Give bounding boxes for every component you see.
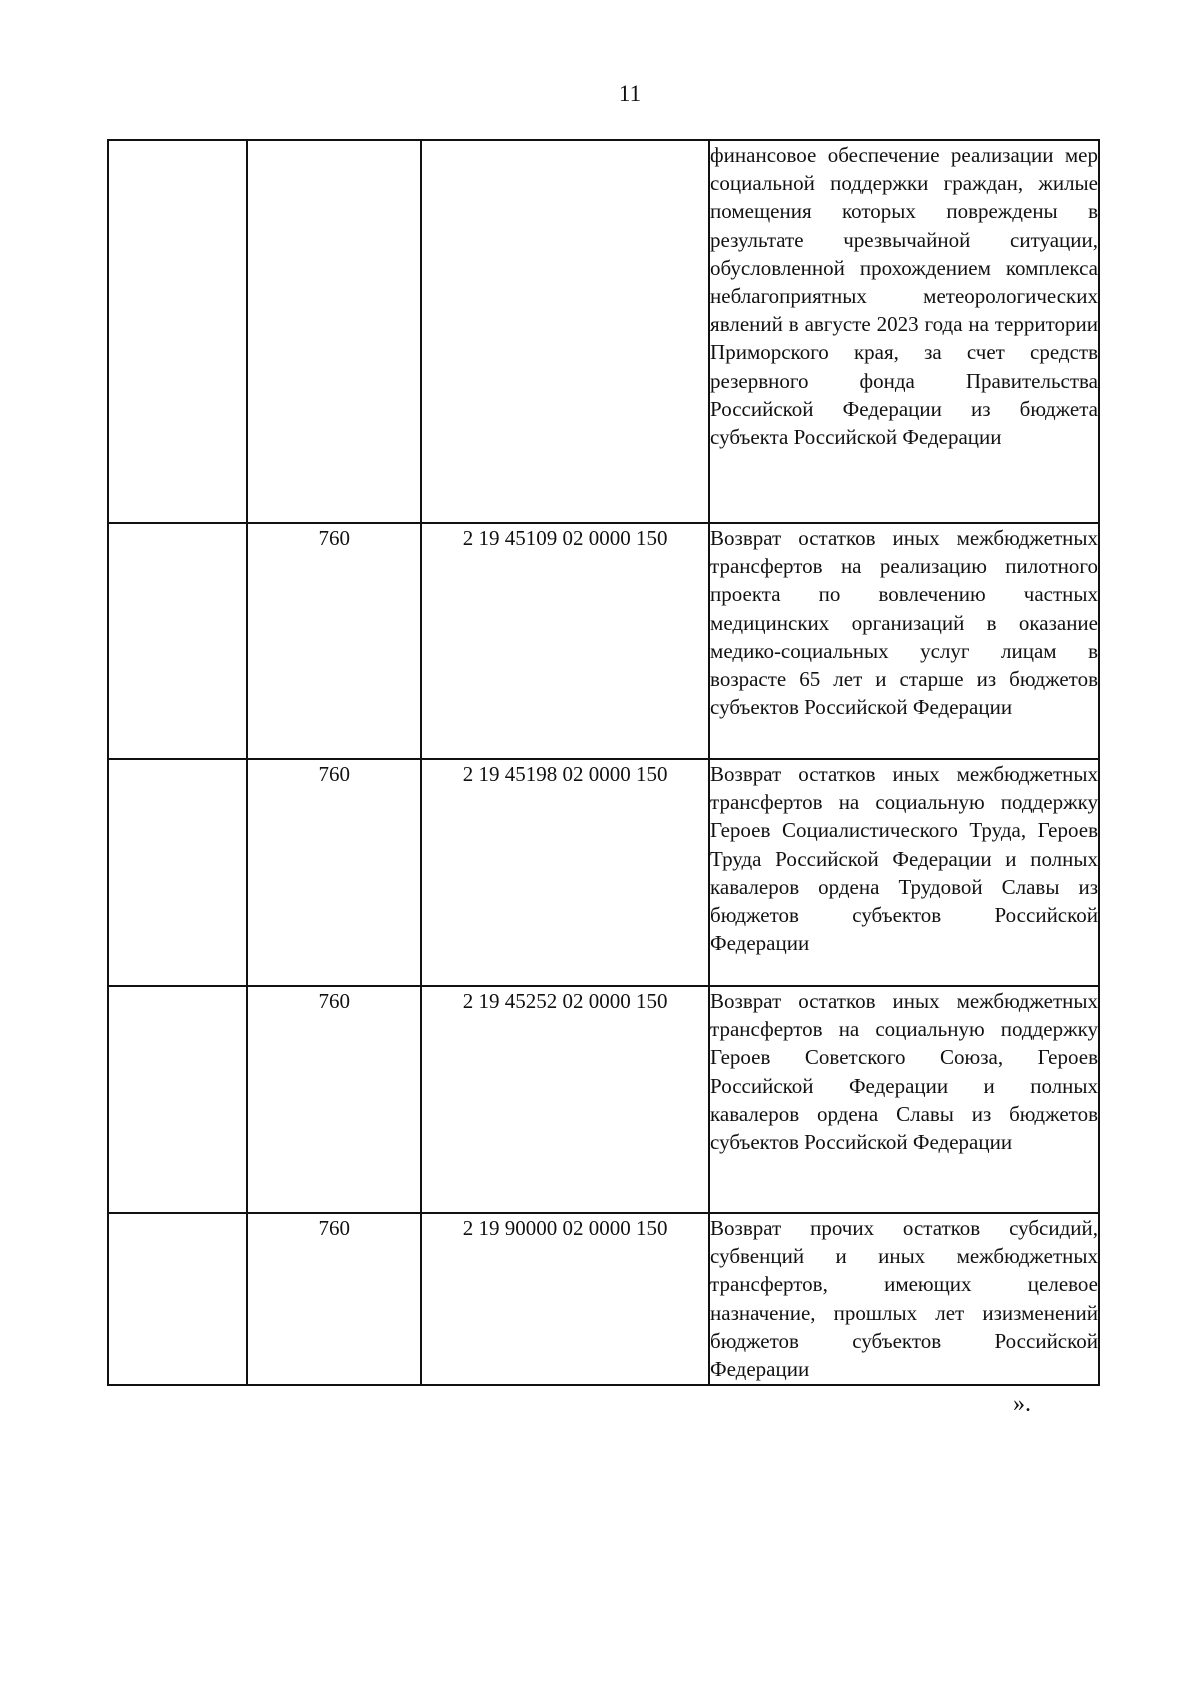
description-text: Возврат остатков иных межбюджетных трансфертов на социальную поддержку Героев Советского Союза, Героев Российской Федерации и полных кавалеров ордена Славы из бюджетов субъектов Российской Федерации	[710, 989, 1098, 1155]
table-cell-empty	[108, 759, 247, 986]
budget-code-cell: 2 19 45252 02 0000 150	[421, 986, 709, 1213]
admin-code-cell: 760	[247, 1213, 421, 1385]
description-text: Возврат остатков иных межбюджетных трансфертов на социальную поддержку Героев Социалистического Труда, Героев Труда Российской Федерации и полных кавалеров ордена Трудовой Славы из бюджетов субъектов Российской Федерации	[710, 762, 1098, 956]
table-row	[108, 523, 1099, 759]
table-row	[108, 986, 1099, 1213]
budget-code-cell: 2 19 45198 02 0000 150	[421, 759, 709, 986]
admin-code-cell: 760	[247, 986, 421, 1213]
table-row	[108, 759, 1099, 986]
table-cell-empty	[108, 1213, 247, 1385]
admin-code-cell: 760	[247, 759, 421, 986]
description-text: Возврат остатков иных межбюджетных трансфертов на реализацию пилотного проекта по вовлечению частных медицинских организаций в оказание медико-социальных услуг лицам в возрасте 65 лет и старше из бюджетов субъектов Российской Федерации	[710, 526, 1098, 720]
admin-code-cell	[247, 140, 421, 523]
description-cell	[709, 759, 1099, 986]
description-text: Возврат прочих остатков субсидий, субвенций и иных межбюджетных трансфертов, имеющих целевое назначение, прошлых лет изизменений бюджетов субъектов Российской Федерации	[710, 1216, 1098, 1382]
page-number: 11	[618, 81, 642, 106]
budget-codes-table	[107, 139, 1100, 1386]
budget-code-cell: 2 19 45109 02 0000 150	[421, 523, 709, 759]
admin-code-cell: 760	[247, 523, 421, 759]
table-cell-empty	[108, 986, 247, 1213]
closing-quote-mark: ».	[1013, 1391, 1031, 1417]
description-cell	[709, 1213, 1099, 1385]
table-cell-empty	[108, 523, 247, 759]
description-cell	[709, 523, 1099, 759]
description-cell	[709, 986, 1099, 1213]
budget-code-cell	[421, 140, 709, 523]
table-row	[108, 1213, 1099, 1385]
description-text: финансовое обеспечение реализации мер социальной поддержки граждан, жилые помещения которых повреждены в результате чрезвычайной ситуации, обусловленной прохождением комплекса неблагоприятных метеорологических явлений в августе 2023 года на территории Приморского края, за счет средств резервного фонда Правительства Российской Федерации из бюджета субъекта Российской Федерации	[710, 143, 1098, 450]
budget-code-cell: 2 19 90000 02 0000 150	[421, 1213, 709, 1385]
table-cell-empty	[108, 140, 247, 523]
table-row	[108, 140, 1099, 523]
description-cell	[709, 140, 1099, 523]
